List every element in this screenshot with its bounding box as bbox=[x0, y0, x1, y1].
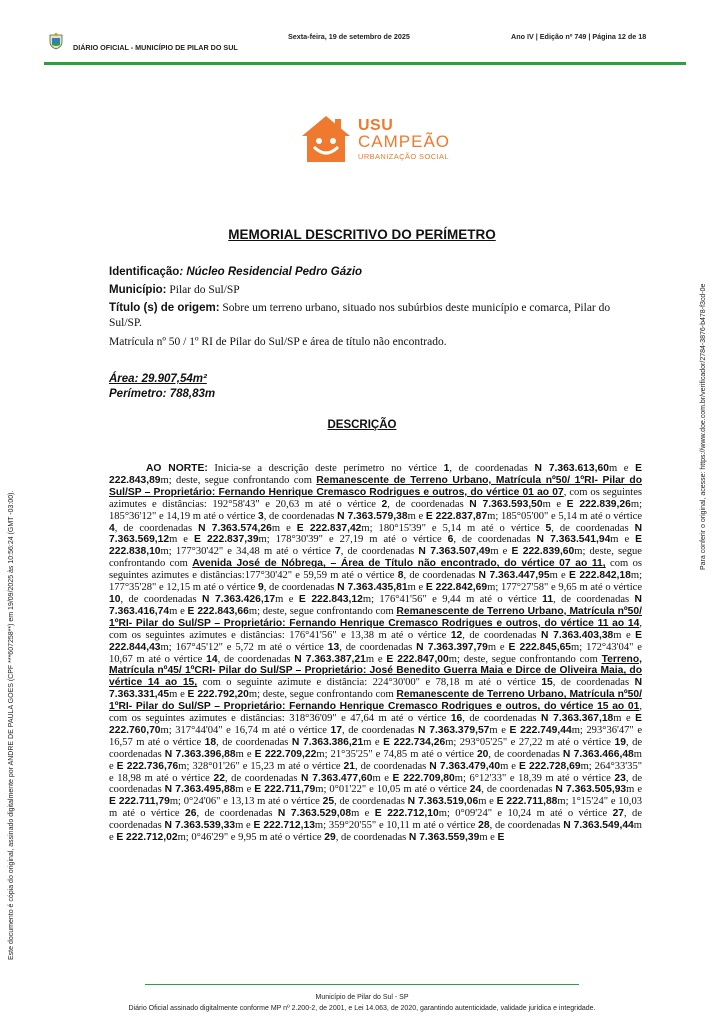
description-text-segment: m; 178°30'39" e 27,19 m até o vértice bbox=[258, 534, 448, 546]
description-text-segment: , de coordenadas bbox=[387, 498, 470, 510]
description-bold-segment: Remanescente de Terreno Urbano, Matrícula nº50/ 1ºRI- Pilar do Sul/SP – Proprietário: Fernando Henrique Cremasco Rodrigues e outros, do vértice 01 ao 07 bbox=[109, 474, 642, 498]
description-text-segment: m e bbox=[169, 534, 194, 546]
description-text-segment: m; 177°35'28" e 12,15 m até o vértice bbox=[109, 570, 643, 594]
description-text-segment: , de coordenadas bbox=[114, 522, 199, 534]
description-text-segment: , de coordenadas bbox=[109, 736, 643, 760]
description-text-segment: m e bbox=[613, 629, 636, 641]
description-text-segment: , com os seguintes azimutes e distâncias: 318°36'09" e 47,64 m até o vértice bbox=[109, 701, 642, 725]
description-bold-segment: 25 bbox=[322, 796, 335, 808]
description-text-segment: , de coordenadas bbox=[120, 593, 202, 605]
description-text-segment: m e bbox=[613, 713, 636, 725]
description-bold-segment: 22 bbox=[213, 772, 225, 784]
description-bold-segment: Remanescente de Terreno Urbano, Matrícula nº50/ 1ºRI- Pilar do Sul/SP – Proprietário: Fernando Henrique Cremasco Rodrigues e outros, do vértice 11 ao 14 bbox=[109, 605, 642, 629]
description-bold-segment: N 7.363.613,60 bbox=[534, 463, 609, 474]
description-text-segment: , de coordenadas bbox=[334, 796, 408, 808]
description-text-segment: m e bbox=[365, 653, 387, 665]
publication-date: Sexta-feira, 19 de setembro de 2025 bbox=[288, 32, 410, 41]
description-bold-segment: N 7.363.426,17 bbox=[201, 593, 276, 605]
header-divider bbox=[44, 62, 686, 65]
description-bold-segment: N 7.363.574,26 bbox=[198, 522, 272, 534]
description-text-segment: m; 177°27'58" e 9,65 m até o vértice bbox=[487, 582, 642, 594]
description-text-segment: m e bbox=[626, 784, 643, 796]
description-bold-segment: E 222.842,18 bbox=[568, 570, 631, 582]
document-title: MEMORIAL DESCRITIVO DO PERÍMETRO bbox=[228, 227, 496, 242]
description-bold-segment: N 7.363.593,50 bbox=[469, 498, 543, 510]
description-bold-segment: AO NORTE: bbox=[146, 463, 208, 474]
description-bold-segment: 2 bbox=[381, 498, 388, 510]
description-text-segment: m e bbox=[275, 593, 299, 605]
description-bold-segment: 14 bbox=[206, 653, 218, 665]
description-bold-segment: E 222.843,89 bbox=[109, 463, 642, 486]
description-bold-segment: E 222.845,65 bbox=[508, 641, 572, 653]
description-text-segment: m; 328°01'26" e 15,23 m até o vértice bbox=[178, 760, 344, 772]
description-text-segment: m; 0°24'06" e 13,13 m até o vértice bbox=[169, 796, 323, 808]
description-text-segment: , de coordenadas bbox=[340, 546, 419, 558]
description-bold-segment: N 7.363.403,38 bbox=[541, 629, 614, 641]
description-bold-segment: N 7.363.507,49 bbox=[418, 546, 491, 558]
description-bold-segment: N 7.363.331,45 bbox=[109, 677, 642, 701]
description-bold-segment: N 7.363.416,74 bbox=[109, 593, 642, 617]
description-text-segment: , de coordenadas bbox=[216, 736, 292, 748]
description-bold-segment: 7 bbox=[334, 546, 341, 558]
description-bold-segment: E 222.711,88 bbox=[496, 796, 558, 808]
description-text-segment: m e bbox=[235, 820, 254, 832]
description-text-segment: , de coordenadas bbox=[462, 629, 542, 641]
area-block bbox=[109, 372, 215, 402]
description-bold-segment: E 222.709,80 bbox=[392, 772, 455, 784]
description-bold-segment: 11 bbox=[542, 593, 554, 605]
description-text-segment: , de coordenadas bbox=[109, 772, 643, 796]
description-text-segment: m; 359°20'55" e 10,11 m até o vértice bbox=[314, 820, 479, 832]
description-bold-segment: N 7.363.396,88 bbox=[164, 748, 236, 760]
description-bold-segment: 16 bbox=[450, 713, 463, 725]
description-text-segment: m; deste, segue confrontando com bbox=[248, 605, 397, 617]
description-text-segment: m e bbox=[478, 796, 497, 808]
description-bold-segment: E 222.843,12 bbox=[298, 593, 363, 605]
description-bold-segment: Avenida José de Nóbrega, – Área de Título não encontrado, do vértice 07 ao 11, bbox=[192, 558, 606, 570]
description-bold-segment: E 222.842,69 bbox=[425, 582, 488, 594]
description-bold-segment: 4 bbox=[109, 522, 115, 534]
description-bold-segment: 26 bbox=[184, 808, 197, 820]
description-text-segment: m; 167°45'12" e 5,72 m até o vértice bbox=[160, 641, 328, 653]
description-text-segment: m; 0°09'24" e 10,24 m até o vértice bbox=[438, 808, 613, 820]
description-bold-segment: N 7.363.539,33 bbox=[164, 820, 236, 832]
signature-notice: Este documento é cópia do original, assinado digitalmente por ANDRE DE PAULA GOES (CPF ***607258**) em 19/09/2025 às 10:56:24 (GMT -03:00). bbox=[8, 490, 15, 960]
description-bold-segment: E 222.736,76 bbox=[116, 760, 179, 772]
description-text-segment: m e bbox=[608, 463, 636, 474]
description-text-segment: m; 317°44'04" e 16,74 m até o vértice bbox=[160, 724, 331, 736]
description-bold-segment: E 222.843,66 bbox=[187, 605, 249, 617]
description-bold-segment: 3 bbox=[258, 510, 264, 522]
description-text-segment: m e bbox=[235, 748, 255, 760]
description-bold-segment: 23 bbox=[614, 772, 626, 784]
description-text-segment: , de coordenadas bbox=[552, 677, 635, 689]
edition-info: Ano IV | Edição nº 749 | Página 12 de 18 bbox=[511, 32, 647, 41]
description-bold-segment: E 222.712,02 bbox=[116, 832, 178, 844]
description-bold-segment: N 7.363.447,95 bbox=[478, 570, 550, 582]
description-bold-segment: 21 bbox=[343, 760, 356, 772]
description-text-segment: , de coordenadas bbox=[488, 748, 563, 760]
verification-link[interactable]: Para conferir o original, acesse: https://www.doe.com.br/verificador/2784-3876-b478-f3cd-0e bbox=[700, 283, 707, 570]
description-text-segment: m e bbox=[500, 760, 519, 772]
description-text-segment: m; deste, segue confrontando com bbox=[160, 474, 317, 486]
description-text-segment: , de coordenadas bbox=[462, 713, 542, 725]
description-text-segment: m e bbox=[549, 570, 569, 582]
description-text-segment: , de coordenadas bbox=[453, 534, 537, 546]
description-bold-segment: E 222.838,10 bbox=[109, 534, 642, 558]
description-text-segment: m e bbox=[169, 689, 188, 701]
perimeter-value: Perímetro: 788,83m bbox=[109, 388, 216, 400]
description-text-segment: m e bbox=[351, 808, 375, 820]
footer-municipality: Município de Pilar do Sul - SP bbox=[315, 994, 409, 1001]
description-text-segment: , de coordenadas bbox=[196, 808, 278, 820]
description-text-segment: m; 293°36'47" e 16,57 m até o vértice bbox=[109, 724, 642, 748]
description-bold-segment: E 222.837,42 bbox=[296, 522, 362, 534]
description-bold-segment: 9 bbox=[258, 582, 264, 594]
municipal-crest-icon bbox=[48, 32, 64, 50]
description-text-segment: m; 185°36'12" e 14,19 m até o vértice bbox=[109, 498, 642, 522]
smiling-house-icon bbox=[300, 114, 352, 164]
description-text-segment: m e bbox=[109, 820, 642, 844]
description-text-segment: m; deste, segue confrontando com bbox=[109, 546, 642, 570]
description-text-segment: m; 293°05'25" e 27,22 m até o vértice bbox=[445, 736, 615, 748]
description-bold-segment: N 7.363.479,40 bbox=[429, 760, 501, 772]
description-bold-segment: N 7.363.519,06 bbox=[407, 796, 479, 808]
description-text-segment: m e bbox=[363, 736, 384, 748]
description-text-segment: m; 180°15'39" e 5,14 m até o vértice bbox=[361, 522, 546, 534]
description-bold-segment: N 7.363.495,88 bbox=[164, 784, 236, 796]
description-bold-segment: N 7.363.549,44 bbox=[563, 820, 634, 832]
description-text-segment: , de coordenadas bbox=[551, 522, 635, 534]
description-text-segment: m e bbox=[489, 724, 510, 736]
description-bold-segment: E 222.711,79 bbox=[109, 796, 170, 808]
description-bold-segment: 27 bbox=[612, 808, 625, 820]
description-text-segment: , de coordenadas bbox=[263, 582, 338, 594]
description-bold-segment: 15 bbox=[541, 677, 553, 689]
description-bold-segment: 8 bbox=[397, 570, 404, 582]
description-bold-segment: N 7.363.466,48 bbox=[562, 748, 634, 760]
description-bold-segment: N 7.363.435,81 bbox=[337, 582, 408, 594]
municipality-line bbox=[109, 283, 629, 298]
description-text-segment: m; 172°43'04" e 10,67 m até o vértice bbox=[109, 641, 642, 665]
description-text-segment: , de coordenadas bbox=[355, 760, 430, 772]
identification-line bbox=[109, 265, 629, 280]
description-bold-segment: E 222.837,39 bbox=[193, 534, 259, 546]
gazette-header bbox=[44, 34, 684, 56]
description-text-segment: Inicia-se a descrição deste perímetro no vértice bbox=[207, 463, 444, 474]
logo-text-campeao: CAMPEÃO bbox=[358, 132, 451, 151]
description-bold-segment: Terreno, Matrícula nº45/ 1ºCRI- Pilar do Sul/SP – Proprietário: José Benedito Guerra Maia e Dirce de Oliveira Maia, do vértice 14 ao 15, bbox=[109, 653, 642, 689]
origin-title-label: Título (s) de origem: bbox=[109, 302, 220, 314]
identification-label: Identificação bbox=[109, 266, 180, 278]
municipality-value: Pilar do Sul/SP bbox=[166, 284, 240, 296]
description-text-segment: m e bbox=[407, 510, 426, 522]
description-text-segment: m e bbox=[407, 582, 426, 594]
description-text-segment: m e bbox=[271, 522, 297, 534]
description-text-segment: m e bbox=[490, 546, 512, 558]
description-bold-segment: N 7.363.397,79 bbox=[416, 641, 488, 653]
description-bold-segment: E 222.839,60 bbox=[511, 546, 575, 558]
description-text-segment: m; 177°30'42" e 34,48 m até o vértice bbox=[160, 546, 335, 558]
description-text-segment: com os seguintes azimutes e distâncias:177°30'42" e 59,59 m até o vértice bbox=[109, 558, 642, 582]
description-text-segment: , com os seguintes azimutes e distâncias: 192°58'43" e 20,63 m até o vértice bbox=[109, 486, 642, 510]
description-text-segment: com o seguinte azimute e distância: 224°30'00" e 78,18 m até o vértice bbox=[197, 677, 542, 689]
description-text-segment: , de coordenadas bbox=[263, 510, 338, 522]
gazette-name: DIÁRIO OFICIAL - MUNICÍPIO DE PILAR DO SUL bbox=[73, 43, 238, 52]
description-text-segment: m; 0°46'29" e 9,95 m até o vértice bbox=[177, 832, 325, 844]
description-bold-segment: E 222.728,69 bbox=[518, 760, 581, 772]
registry-line: Matrícula nº 50 / 1º RI de Pilar do Sul/SP e área de título não encontrado. bbox=[109, 336, 447, 348]
description-text-segment: m e bbox=[109, 748, 642, 772]
description-bold-segment: N 7.363.505,93 bbox=[555, 784, 627, 796]
description-bold-segment: E 222.839,26 bbox=[566, 498, 631, 510]
area-value: Área: 29.907,54m² bbox=[109, 373, 207, 385]
description-text-segment: , de coordenadas bbox=[342, 724, 419, 736]
description-bold-segment: N 7.363.477,60 bbox=[301, 772, 373, 784]
description-text-segment: m e bbox=[372, 772, 393, 784]
description-text-segment: m; 6°12'33" e 18,39 m até o vértice bbox=[454, 772, 615, 784]
description-text-segment: m e bbox=[479, 832, 498, 844]
description-text-segment: , de coordenadas bbox=[489, 820, 564, 832]
description-bold-segment: E 222.760,70 bbox=[109, 713, 642, 736]
description-text-segment: , de coordenadas bbox=[339, 641, 417, 653]
description-text-segment: , de coordenadas bbox=[335, 832, 409, 844]
description-bold-segment: E 222.792,20 bbox=[187, 689, 249, 701]
description-text-segment: m e bbox=[542, 498, 567, 510]
description-bold-segment: 17 bbox=[330, 724, 342, 736]
description-bold-segment: N 7.363.569,12 bbox=[109, 522, 643, 546]
description-text-segment: , de coordenadas bbox=[403, 570, 479, 582]
description-text-segment: m e bbox=[169, 605, 188, 617]
description-bold-segment: N 7.363.386,21 bbox=[291, 736, 364, 748]
description-text-segment: , de coordenadas bbox=[553, 593, 635, 605]
description-bold-segment: 13 bbox=[327, 641, 340, 653]
description-bold-segment: 12 bbox=[450, 629, 463, 641]
description-text-segment: m e bbox=[487, 641, 509, 653]
description-text-segment: m; deste, segue confrontando com bbox=[248, 689, 397, 701]
logo-text-usu: USU bbox=[358, 117, 394, 134]
description-text-segment: , com os seguintes azimutes e distâncias: 176°41'56" e 13,38 m até o vértice bbox=[109, 617, 642, 641]
description-bold-segment: E 222.847,00 bbox=[386, 653, 449, 665]
description-bold-segment: E 222.749,44 bbox=[509, 724, 572, 736]
description-bold-segment: N 7.363.559,39 bbox=[408, 832, 480, 844]
description-bold-segment: E 222.712,10 bbox=[374, 808, 439, 820]
description-bold-segment: 18 bbox=[204, 736, 217, 748]
footer-divider bbox=[145, 984, 579, 985]
description-bold-segment: N 7.363.579,38 bbox=[337, 510, 408, 522]
description-text-segment: m; 264°33'35" e 18,98 m até o vértice bbox=[109, 760, 643, 784]
description-bold-segment: 28 bbox=[478, 820, 490, 832]
description-text-segment: , de coordenadas bbox=[224, 772, 302, 784]
description-text-segment: , de coordenadas bbox=[217, 653, 295, 665]
description-text-segment: m; deste, segue confrontando com bbox=[448, 653, 602, 665]
description-text-segment: m; 176°41'56" e 9,44 m até o vértice bbox=[362, 593, 543, 605]
description-bold-segment: 1 bbox=[443, 463, 450, 474]
description-bold-segment: 24 bbox=[469, 784, 482, 796]
description-bold-segment: E 222.709,22 bbox=[254, 748, 317, 760]
description-text-segment: m; 21°35'25" e 74,85 m até o vértice bbox=[316, 748, 477, 760]
description-text-segment: m; 0°01'22" e 10,05 m até o vértice bbox=[315, 784, 470, 796]
description-bold-segment: E 222.711,79 bbox=[254, 784, 316, 796]
description-text-segment: m; 1°15'24" e 10,03 m até o vértice bbox=[109, 796, 642, 820]
municipality-label: Município: bbox=[109, 284, 167, 296]
description-text-segment: m; 185°05'00" e 5,14 m até o vértice bbox=[487, 510, 642, 522]
description-heading: DESCRIÇÃO bbox=[327, 419, 397, 431]
description-bold-segment: N 7.363.387,21 bbox=[294, 653, 366, 665]
description-bold-segment: 19 bbox=[614, 736, 626, 748]
description-bold-segment: E 222.712,13 bbox=[253, 820, 315, 832]
description-bold-segment: 20 bbox=[476, 748, 489, 760]
description-bold-segment: E 222.734,26 bbox=[383, 736, 446, 748]
description-bold-segment: 6 bbox=[447, 534, 454, 546]
identification-value: : Núcleo Residencial Pedro Gázio bbox=[179, 266, 363, 278]
description-bold-segment: 29 bbox=[324, 832, 336, 844]
description-bold-segment: Remanescente de Terreno Urbano, Matrícula nº50/ 1ºRI- Pilar do Sul/SP – Proprietário: Fernando Henrique Cremasco Rodrigues e outros, do vértice 15 ao 01 bbox=[109, 689, 642, 713]
description-bold-segment: N 7.363.379,57 bbox=[418, 724, 490, 736]
origin-title-line bbox=[109, 301, 629, 331]
logo-tagline: URBANIZAÇÃO SOCIAL bbox=[358, 152, 449, 161]
description-text-segment: m e bbox=[235, 784, 255, 796]
description-bold-segment: N 7.363.529,08 bbox=[277, 808, 352, 820]
description-text-segment: , de coordenadas bbox=[481, 784, 556, 796]
description-bold-segment: 10 bbox=[109, 593, 121, 605]
description-text-segment: , de coordenadas bbox=[449, 463, 535, 474]
description-bold-segment: E 222.844,43 bbox=[109, 629, 642, 653]
description-bold-segment: N 7.363.541,94 bbox=[536, 534, 611, 546]
origin-title-value: Sobre um terreno urbano, situado nos subúrbios deste município e comarca, Pilar do Sul/SP. bbox=[109, 302, 611, 329]
description-text-segment: m e bbox=[610, 534, 636, 546]
description-text-segment: , de coordenadas bbox=[109, 808, 643, 832]
usu-campeao-logo bbox=[300, 114, 460, 166]
description-bold-segment: N 7.363.367,18 bbox=[541, 713, 614, 725]
footer-legal-note: Diário Oficial assinado digitalmente conforme MP nº 2.200-2, de 2001, e Lei 14.063, de 2020, garantindo autenticidade, validade jurídica e integridade. bbox=[128, 1005, 596, 1012]
description-bold-segment: E 222.837,87 bbox=[425, 510, 488, 522]
description-bold-segment: E bbox=[497, 832, 505, 844]
perimeter-description bbox=[109, 463, 642, 844]
description-bold-segment: 5 bbox=[545, 522, 552, 534]
